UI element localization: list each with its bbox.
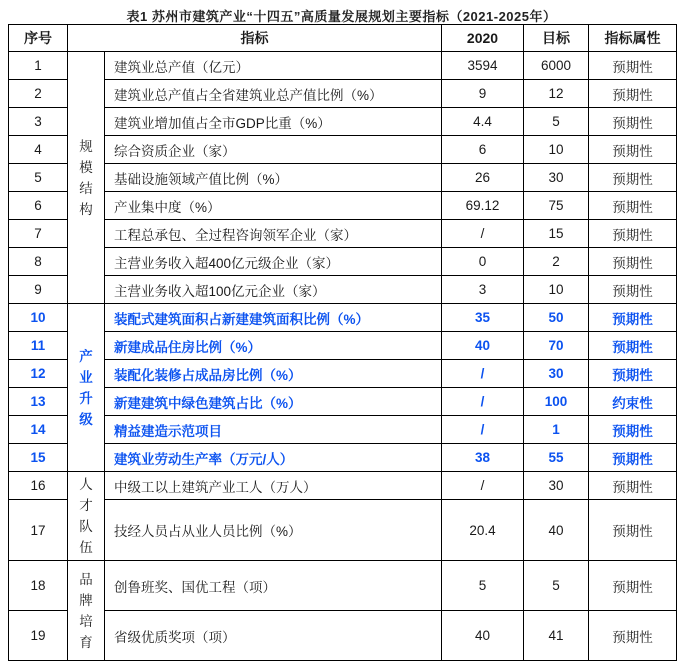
- category-cell: 品 牌 培 育: [68, 561, 105, 661]
- row-index-cell: 9: [9, 276, 68, 304]
- row-index-cell: 5: [9, 164, 68, 192]
- row-index-cell: 17: [9, 500, 68, 561]
- table-row: [9, 360, 677, 388]
- value-2020-cell: 0: [442, 248, 524, 276]
- table-row: [9, 500, 677, 561]
- value-2020-cell: /: [442, 416, 524, 444]
- target-cell: 70: [524, 332, 589, 360]
- indicator-cell: 基础设施领域产值比例（%）: [105, 164, 442, 192]
- target-cell: 50: [524, 304, 589, 332]
- target-cell: 5: [524, 108, 589, 136]
- row-index-cell: 19: [9, 611, 68, 661]
- table-row: [9, 80, 677, 108]
- row-index-cell: 16: [9, 472, 68, 500]
- attribute-cell: 预期性: [589, 108, 677, 136]
- value-2020-cell: /: [442, 472, 524, 500]
- target-cell: 6000: [524, 52, 589, 80]
- target-cell: 100: [524, 388, 589, 416]
- indicator-cell: 创鲁班奖、国优工程（项）: [105, 561, 442, 611]
- category-cell: 规 模 结 构: [68, 52, 105, 304]
- attribute-cell: 预期性: [589, 304, 677, 332]
- row-index-cell: 11: [9, 332, 68, 360]
- attribute-cell: 预期性: [589, 220, 677, 248]
- value-2020-cell: 4.4: [442, 108, 524, 136]
- value-2020-cell: 40: [442, 332, 524, 360]
- attribute-cell: 预期性: [589, 52, 677, 80]
- table-row: [9, 52, 677, 80]
- category-cell: 产 业 升 级: [68, 304, 105, 472]
- target-cell: 30: [524, 360, 589, 388]
- attribute-cell: 约束性: [589, 388, 677, 416]
- col-header-target: 目标: [524, 25, 589, 52]
- attribute-cell: 预期性: [589, 416, 677, 444]
- indicator-cell: 工程总承包、全过程咨询领军企业（家）: [105, 220, 442, 248]
- indicator-cell: 建筑业劳动生产率（万元/人）: [105, 444, 442, 472]
- indicator-cell: 装配化装修占成品房比例（%）: [105, 360, 442, 388]
- row-index-cell: 14: [9, 416, 68, 444]
- table-row: [9, 136, 677, 164]
- target-cell: 41: [524, 611, 589, 661]
- target-cell: 12: [524, 80, 589, 108]
- indicator-cell: 综合资质企业（家）: [105, 136, 442, 164]
- row-index-cell: 1: [9, 52, 68, 80]
- category-cell: 人 才 队 伍: [68, 472, 105, 561]
- table-row: [9, 108, 677, 136]
- col-header-attribute: 指标属性: [589, 25, 677, 52]
- row-index-cell: 8: [9, 248, 68, 276]
- value-2020-cell: 69.12: [442, 192, 524, 220]
- attribute-cell: 预期性: [589, 561, 677, 611]
- target-cell: 15: [524, 220, 589, 248]
- indicator-cell: 建筑业总产值（亿元）: [105, 52, 442, 80]
- attribute-cell: 预期性: [589, 360, 677, 388]
- table-row: [9, 561, 677, 611]
- table-row: [9, 276, 677, 304]
- table-row: [9, 332, 677, 360]
- attribute-cell: 预期性: [589, 472, 677, 500]
- table-row: [9, 164, 677, 192]
- attribute-cell: 预期性: [589, 80, 677, 108]
- value-2020-cell: 3594: [442, 52, 524, 80]
- attribute-cell: 预期性: [589, 444, 677, 472]
- indicator-cell: 主营业务收入超400亿元级企业（家）: [105, 248, 442, 276]
- col-header-2020: 2020: [442, 25, 524, 52]
- indicator-cell: 技经人员占从业人员比例（%）: [105, 500, 442, 561]
- value-2020-cell: /: [442, 388, 524, 416]
- indicator-cell: 建筑业增加值占全市GDP比重（%）: [105, 108, 442, 136]
- indicator-cell: 新建成品住房比例（%）: [105, 332, 442, 360]
- indicator-cell: 建筑业总产值占全省建筑业总产值比例（%）: [105, 80, 442, 108]
- row-index-cell: 7: [9, 220, 68, 248]
- row-index-cell: 3: [9, 108, 68, 136]
- attribute-cell: 预期性: [589, 332, 677, 360]
- row-index-cell: 10: [9, 304, 68, 332]
- value-2020-cell: 26: [442, 164, 524, 192]
- target-cell: 10: [524, 276, 589, 304]
- indicator-cell: 中级工以上建筑产业工人（万人）: [105, 472, 442, 500]
- attribute-cell: 预期性: [589, 248, 677, 276]
- table-row: [9, 388, 677, 416]
- table-row: [9, 192, 677, 220]
- row-index-cell: 2: [9, 80, 68, 108]
- target-cell: 1: [524, 416, 589, 444]
- target-cell: 10: [524, 136, 589, 164]
- value-2020-cell: 38: [442, 444, 524, 472]
- row-index-cell: 15: [9, 444, 68, 472]
- value-2020-cell: /: [442, 220, 524, 248]
- row-index-cell: 13: [9, 388, 68, 416]
- table-row: [9, 444, 677, 472]
- header-row: [9, 25, 677, 52]
- attribute-cell: 预期性: [589, 276, 677, 304]
- attribute-cell: 预期性: [589, 500, 677, 561]
- indicator-cell: 新建建筑中绿色建筑占比（%）: [105, 388, 442, 416]
- target-cell: 75: [524, 192, 589, 220]
- value-2020-cell: 5: [442, 561, 524, 611]
- target-cell: 55: [524, 444, 589, 472]
- row-index-cell: 12: [9, 360, 68, 388]
- table-row: [9, 248, 677, 276]
- indicator-cell: 主营业务收入超100亿元企业（家）: [105, 276, 442, 304]
- value-2020-cell: 6: [442, 136, 524, 164]
- value-2020-cell: 20.4: [442, 500, 524, 561]
- value-2020-cell: 35: [442, 304, 524, 332]
- table-row: [9, 472, 677, 500]
- target-cell: 5: [524, 561, 589, 611]
- table-row: [9, 304, 677, 332]
- target-cell: 2: [524, 248, 589, 276]
- table-body: [9, 52, 677, 661]
- value-2020-cell: 9: [442, 80, 524, 108]
- attribute-cell: 预期性: [589, 192, 677, 220]
- attribute-cell: 预期性: [589, 611, 677, 661]
- value-2020-cell: /: [442, 360, 524, 388]
- value-2020-cell: 3: [442, 276, 524, 304]
- row-index-cell: 6: [9, 192, 68, 220]
- target-cell: 40: [524, 500, 589, 561]
- table-title: 表1 苏州市建筑产业“十四五”高质量发展规划主要指标（2021-2025年）: [126, 9, 557, 24]
- col-header-index: 序号: [9, 25, 68, 52]
- row-index-cell: 4: [9, 136, 68, 164]
- table-row: [9, 220, 677, 248]
- indicator-cell: 装配式建筑面积占新建建筑面积比例（%）: [105, 304, 442, 332]
- indicators-table: [8, 24, 677, 661]
- table-row: [9, 611, 677, 661]
- attribute-cell: 预期性: [589, 136, 677, 164]
- table-row: [9, 416, 677, 444]
- col-header-indicator: 指标: [68, 25, 442, 52]
- indicator-cell: 精益建造示范项目: [105, 416, 442, 444]
- attribute-cell: 预期性: [589, 164, 677, 192]
- target-cell: 30: [524, 472, 589, 500]
- indicator-cell: 产业集中度（%）: [105, 192, 442, 220]
- value-2020-cell: 40: [442, 611, 524, 661]
- row-index-cell: 18: [9, 561, 68, 611]
- indicator-cell: 省级优质奖项（项）: [105, 611, 442, 661]
- target-cell: 30: [524, 164, 589, 192]
